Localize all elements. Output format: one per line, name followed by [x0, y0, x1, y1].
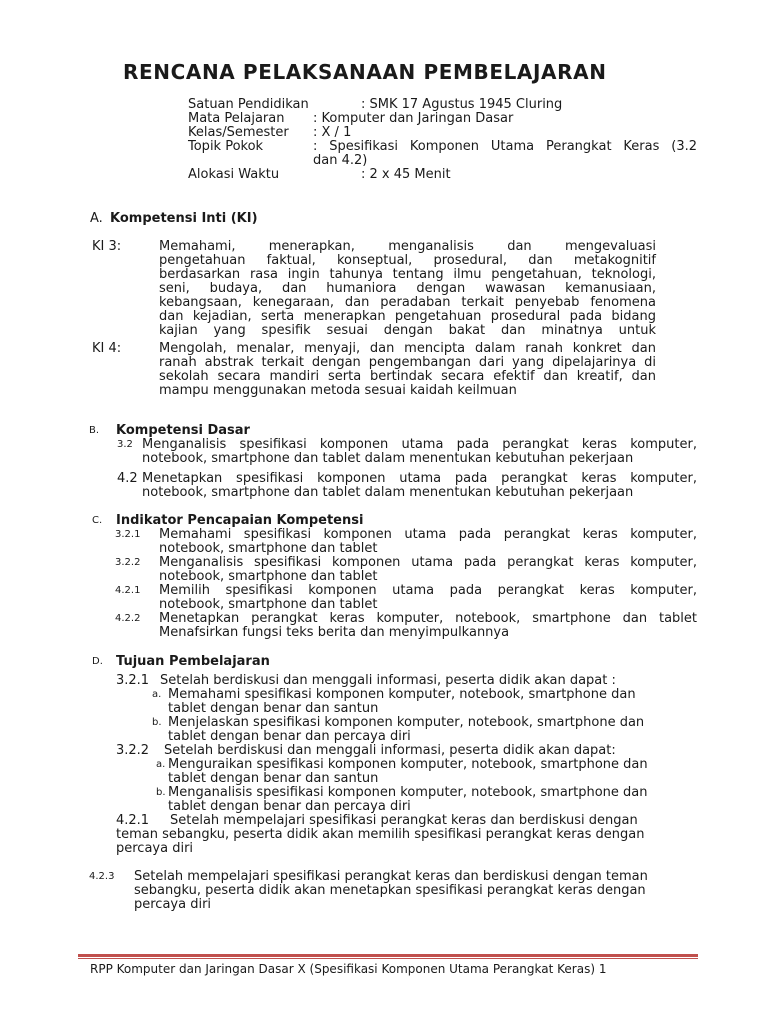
- tp-num: 4.2.1: [116, 813, 150, 828]
- tp-intro: Setelah berdiskusi dan menggali informasi, peserta didik akan dapat:: [164, 743, 616, 758]
- section-b-heading: Kompetensi Dasar: [116, 423, 250, 438]
- kd-line: notebook, smartphone dan tablet dalam menentukan kebutuhan pekerjaan: [142, 451, 634, 466]
- tp-line: Setelah mempelajari spesifikasi perangkat keras dan berdiskusi dengan: [170, 813, 638, 828]
- ki3-text: [159, 240, 656, 338]
- identity-value-mapel: : Komputer dan Jaringan Dasar: [313, 111, 514, 126]
- section-a-letter: A.: [90, 211, 103, 226]
- tp-sub-letter: b.: [152, 717, 162, 728]
- tp-sub-line: tablet dengan benar dan santun: [168, 771, 379, 786]
- kd-line: Menganalisis spesifikasi komponen utama pada perangkat keras komputer,: [142, 437, 697, 452]
- identity-label-kelas: Kelas/Semester: [188, 125, 289, 140]
- document-title: RENCANA PELAKSANAAN PEMBELAJARAN: [123, 60, 607, 84]
- section-c-letter: C.: [92, 515, 103, 526]
- ki4-line: mampu menggunakan metoda sesuai kaidah keilmuan: [159, 383, 517, 398]
- tp-sub-letter: b.: [156, 787, 166, 798]
- ipk-num: 3.2.1: [115, 529, 141, 540]
- ipk-line: Menafsirkan fungsi teks berita dan menyimpulkannya: [159, 625, 510, 640]
- identity-label-alokasi: Alokasi Waktu: [188, 167, 280, 182]
- page-number: 1: [598, 962, 607, 976]
- ki3-label: KI 3:: [92, 239, 122, 254]
- kd-num: 4.2: [117, 471, 138, 486]
- ki3-line: Memahami, menerapkan, menganalisis dan mengevaluasi: [159, 239, 656, 254]
- tp-sub-line: Memahami spesifikasi komponen komputer, notebook, smartphone dan: [168, 687, 636, 702]
- footer-text: RPP Komputer dan Jaringan Dasar X (Spesifikasi Komponen Utama Perangkat Keras): [90, 962, 596, 976]
- kd-line: Menetapkan spesifikasi komponen utama pada perangkat keras komputer,: [142, 471, 697, 486]
- tp-sub-line: Menganalisis spesifikasi komponen komputer, notebook, smartphone dan: [168, 785, 648, 800]
- ki4-line: ranah abstrak terkait dengan pengembangan dari yang dipelajarinya di: [159, 355, 656, 370]
- tp-num: 4.2.3: [89, 871, 115, 882]
- ipk-line: Menetapkan perangkat keras komputer, notebook, smartphone dan tablet: [159, 611, 697, 626]
- ki3-line: kajian yang spesifik sesuai dengan bakat dan minatnya untuk: [159, 323, 656, 338]
- ki3-line: kebangsaan, kenegaraan, dan peradaban terkait penyebab fenomena: [159, 295, 656, 310]
- tp-line: teman sebangku, peserta didik akan memilih spesifikasi perangkat keras dengan: [116, 827, 645, 842]
- ipk-line: notebook, smartphone dan tablet: [159, 597, 378, 612]
- tp-sub-line: Menguraikan spesifikasi komponen komputer, notebook, smartphone dan: [168, 757, 648, 772]
- identity-value-kelas: : X / 1: [313, 125, 352, 140]
- tp-sub-line: Menjelaskan spesifikasi komponen komputer, notebook, smartphone dan: [168, 715, 645, 730]
- ipk-num: 4.2.2: [115, 613, 141, 624]
- tp-line: percaya diri: [116, 841, 194, 856]
- kd-num: 3.2: [117, 439, 133, 450]
- section-b-letter: B.: [89, 425, 100, 436]
- ki4-text: [159, 342, 656, 398]
- ipk-line: notebook, smartphone dan tablet: [159, 541, 378, 556]
- ki4-line: sekolah secara mandiri serta bertindak secara efektif dan kreatif, dan: [159, 369, 656, 384]
- ipk-line: Memahami spesifikasi komponen utama pada perangkat keras komputer,: [159, 527, 697, 542]
- kd-line: notebook, smartphone dan tablet dalam menentukan kebutuhan pekerjaan: [142, 485, 634, 500]
- section-d-heading: Tujuan Pembelajaran: [116, 654, 270, 669]
- ki3-line: dan kejadian, serta menerapkan pengetahuan prosedural pada bidang: [159, 309, 656, 324]
- tp-line: percaya diri: [134, 897, 212, 912]
- section-c-heading: Indikator Pencapaian Kompetensi: [116, 513, 364, 528]
- identity-value-satuan: : SMK 17 Agustus 1945 Cluring: [361, 97, 563, 112]
- identity-value-topik: : Spesifikasi Komponen Utama Perangkat Keras (3.2: [313, 139, 697, 154]
- section-d-letter: D.: [92, 656, 103, 667]
- footer-text-wrap: [90, 962, 606, 976]
- ki4-label: KI 4:: [92, 341, 122, 356]
- ipk-num: 4.2.1: [115, 585, 141, 596]
- tp-intro: Setelah berdiskusi dan menggali informasi, peserta didik akan dapat :: [160, 673, 616, 688]
- tp-sub-line: tablet dengan benar dan percaya diri: [168, 729, 411, 744]
- tp-sub-letter: a.: [156, 759, 166, 770]
- tp-sub-line: tablet dengan benar dan santun: [168, 701, 379, 716]
- tp-num: 3.2.1: [116, 673, 150, 688]
- ipk-num: 3.2.2: [115, 557, 141, 568]
- identity-value-alokasi: : 2 x 45 Menit: [361, 167, 451, 182]
- tp-sub-letter: a.: [152, 689, 162, 700]
- ipk-line: notebook, smartphone dan tablet: [159, 569, 378, 584]
- footer-rule-thin: [78, 958, 698, 959]
- ki4-line: Mengolah, menalar, menyaji, dan mencipta dalam ranah konkret dan: [159, 341, 656, 356]
- ipk-line: Memilih spesifikasi komponen utama pada perangkat keras komputer,: [159, 583, 697, 598]
- tp-sub-line: tablet dengan benar dan percaya diri: [168, 799, 411, 814]
- tp-line: sebangku, peserta didik akan menetapkan spesifikasi perangkat keras dengan: [134, 883, 646, 898]
- section-a-heading: Kompetensi Inti (KI): [110, 211, 258, 226]
- ki3-line: berdasarkan rasa ingin tahunya tentang ilmu pengetahuan, teknologi,: [159, 267, 656, 282]
- tp-line: Setelah mempelajari spesifikasi perangkat keras dan berdiskusi dengan teman: [134, 869, 648, 884]
- ki3-line: seni, budaya, dan humaniora dengan wawasan kemanusiaan,: [159, 281, 656, 296]
- ipk-line: Menganalisis spesifikasi komponen utama pada perangkat keras komputer,: [159, 555, 697, 570]
- tp-num: 3.2.2: [116, 743, 150, 758]
- ki3-line: pengetahuan faktual, konseptual, prosedural, dan metakognitif: [159, 253, 656, 268]
- footer-rule-thick: [78, 954, 698, 957]
- identity-label-topik: Topik Pokok: [188, 139, 264, 154]
- identity-label-mapel: Mata Pelajaran: [188, 111, 285, 126]
- identity-value-topik-cont: dan 4.2): [313, 153, 368, 168]
- identity-label-satuan: Satuan Pendidikan: [188, 97, 309, 112]
